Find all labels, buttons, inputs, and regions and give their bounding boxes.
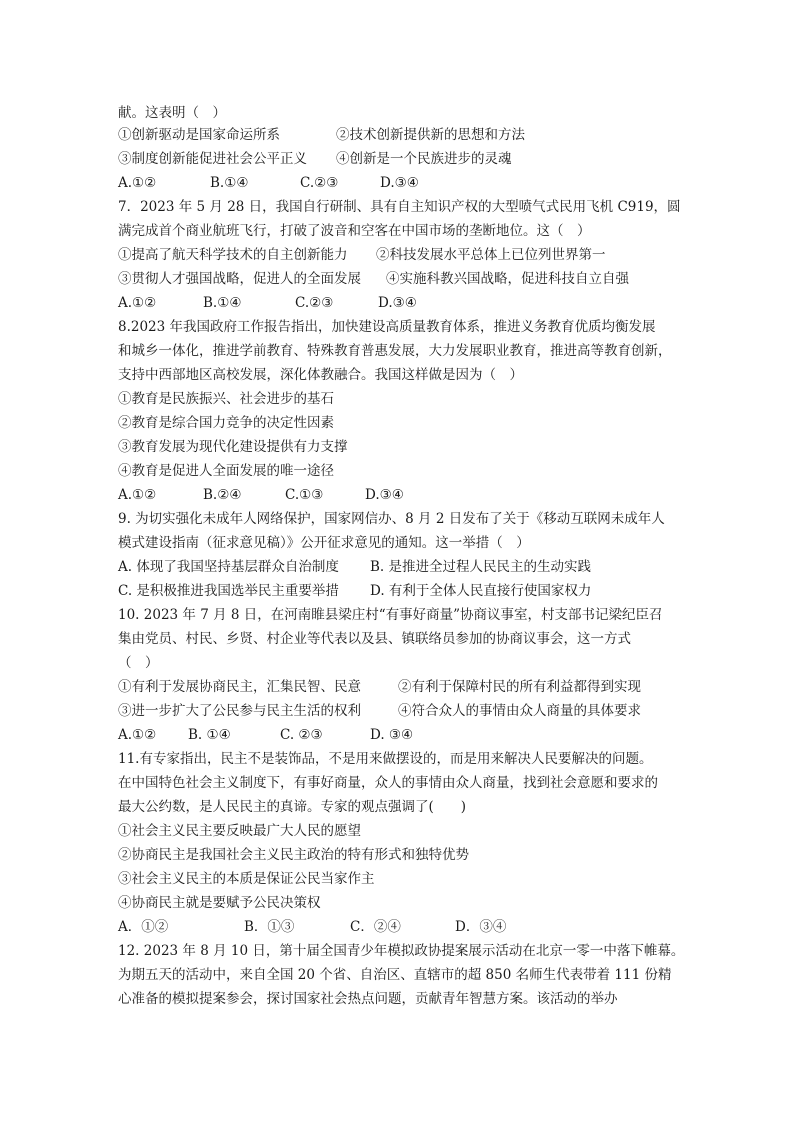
q6-option-1: ①创新驱动是国家命运所系 (118, 127, 280, 143)
question-8-stem-line-2: 和城乡一体化，推进学前教育、特殊教育普惠发展，大力发展职业教育，推进高等教育创新， (118, 343, 672, 359)
q6-answer-d: D.③④ (380, 175, 419, 191)
question-10-stem-line-3: （ ） (118, 655, 159, 671)
q10-answer-c: C. ②③ (280, 727, 323, 743)
q9-option-b: B. 是推进全过程人民民主的生动实践 (370, 559, 592, 575)
q8-answer-d: D.③④ (365, 487, 404, 503)
q8-answer-a: A.①② (118, 487, 157, 503)
q7-option-1: ①提高了航天科学技术的自主创新能力 (118, 247, 348, 263)
q7-answer-b: B.①④ (203, 295, 242, 311)
q11-answer-b: B．①③ (244, 919, 295, 935)
q10-option-3: ③进一步扩大了公民参与民主生活的权利 (118, 703, 361, 719)
q11-option-3: ③社会主义民主的本质是保证公民当家作主 (118, 871, 375, 887)
q6-option-2: ②技术创新提供新的思想和方法 (336, 127, 525, 143)
q11-option-1: ①社会主义民主要反映最广大人民的愿望 (118, 823, 361, 839)
q8-option-3: ③教育发展为现代化建设提供有力支撑 (118, 439, 348, 455)
q11-answer-d: D．③④ (455, 919, 507, 935)
q8-option-4: ④教育是促进人全面发展的唯一途径 (118, 463, 334, 479)
q6-option-4: ④创新是一个民族进步的灵魂 (336, 151, 512, 167)
q11-option-4: ④协商民主就是要赋予公民决策权 (118, 895, 321, 911)
question-11-stem-line-3: 最大公约数，是人民民主的真谛。专家的观点强调了( ) (118, 799, 467, 815)
q10-answer-b: B. ①④ (188, 727, 231, 743)
q10-option-1: ①有利于发展协商民主，汇集民智、民意 (118, 679, 361, 695)
q9-option-a: A. 体现了我国坚持基层群众自治制度 (118, 559, 339, 575)
q6-answer-b: B.①④ (210, 175, 249, 191)
q7-answer-d: D.③④ (378, 295, 417, 311)
question-9-stem-line-2: 模式建设指南（征求意见稿）》公开征求意见的通知。这一举措（ ） (118, 535, 530, 551)
question-12-stem-line-1: 12. 2023 年 8 月 10 日，第十届全国青少年模拟政协提案展示活动在北京一零一中落下帷幕。 (118, 943, 685, 959)
q6-answer-a: A.①② (118, 175, 157, 191)
question-8-stem-line-3: 支持中西部地区高校发展，深化体教融合。我国这样做是因为（ ） (118, 367, 523, 383)
q8-option-1: ①教育是民族振兴、社会进步的基石 (118, 391, 334, 407)
q10-answer-d: D. ③④ (370, 727, 414, 743)
question-7-stem-line-2: 满完成首个商业航班飞行，打破了波音和空客在中国市场的垄断地位。这（ ） (118, 223, 591, 239)
question-10-stem-line-2: 集由党员、村民、乡贤、村企业等代表以及县、镇联络员参加的协商议事会，这一方式 (118, 631, 631, 647)
q7-option-3: ③贯彻人才强国战略，促进人的全面发展 (118, 271, 361, 287)
q9-option-c: C. 是积极推进我国选举民主重要举措 (118, 583, 339, 599)
question-11-stem-line-2: 在中国特色社会主义制度下，有事好商量，众人的事情由众人商量，找到社会意愿和要求的 (118, 775, 658, 791)
question-10-stem-line-1: 10. 2023 年 7 月 8 日，在河南睢县梁庄村“有事好商量”协商议事室，村支部书记梁纪臣召 (118, 607, 663, 623)
question-9-stem-line-1: 9. 为切实强化未成年人网络保护，国家网信办、8 月 2 日发布了关于《移动互联网未成年人 (118, 511, 665, 527)
question-12-stem-line-2: 为期五天的活动中，来自全国 20 个省、自治区、直辖市的超 850 名师生代表带着 111 份精 (118, 967, 672, 983)
question-8-stem-line-1: 8.2023 年我国政府工作报告指出，加快建设高质量教育体系，推进义务教育优质均衡发展 (118, 319, 656, 335)
q7-answer-a: A.①② (118, 295, 157, 311)
q7-answer-c: C.②③ (295, 295, 334, 311)
q6-option-3: ③制度创新能促进社会公平正义 (118, 151, 307, 167)
q6-answer-c: C.②③ (300, 175, 339, 191)
q8-option-2: ②教育是综合国力竞争的决定性因素 (118, 415, 334, 431)
question-11-stem-line-1: 11.有专家指出，民主不是装饰品，不是用来做摆设的，而是用来解决人民要解决的问题。 (118, 751, 653, 767)
q8-answer-b: B.②④ (203, 487, 242, 503)
q7-option-2: ②科技发展水平总体上已位列世界第一 (376, 247, 606, 263)
q11-answer-a: A．①② (118, 919, 169, 935)
q9-option-d: D. 有利于全体人民直接行使国家权力 (370, 583, 592, 599)
question-12-stem-line-3: 心准备的模拟提案参会，探讨国家社会热点问题，贡献青年智慧方案。该活动的举办 (118, 991, 618, 1007)
q11-answer-c: C．②④ (350, 919, 401, 935)
q8-answer-c: C.①③ (285, 487, 324, 503)
question-6-tail: 献。这表明（ ） (118, 105, 226, 121)
q10-option-2: ②有利于保障村民的所有利益都得到实现 (398, 679, 641, 695)
q10-answer-a: A.①② (118, 727, 157, 743)
q10-option-4: ④符合众人的事情由众人商量的具体要求 (398, 703, 641, 719)
q11-option-2: ②协商民主是我国社会主义民主政治的特有形式和独特优势 (118, 847, 469, 863)
question-7-stem-line-1: 7．2023 年 5 月 28 日，我国自行研制、具有自主知识产权的大型喷气式民用飞机 C919，圆 (118, 199, 681, 215)
q7-option-4: ④实施科教兴国战略，促进科技自立自强 (386, 271, 629, 287)
